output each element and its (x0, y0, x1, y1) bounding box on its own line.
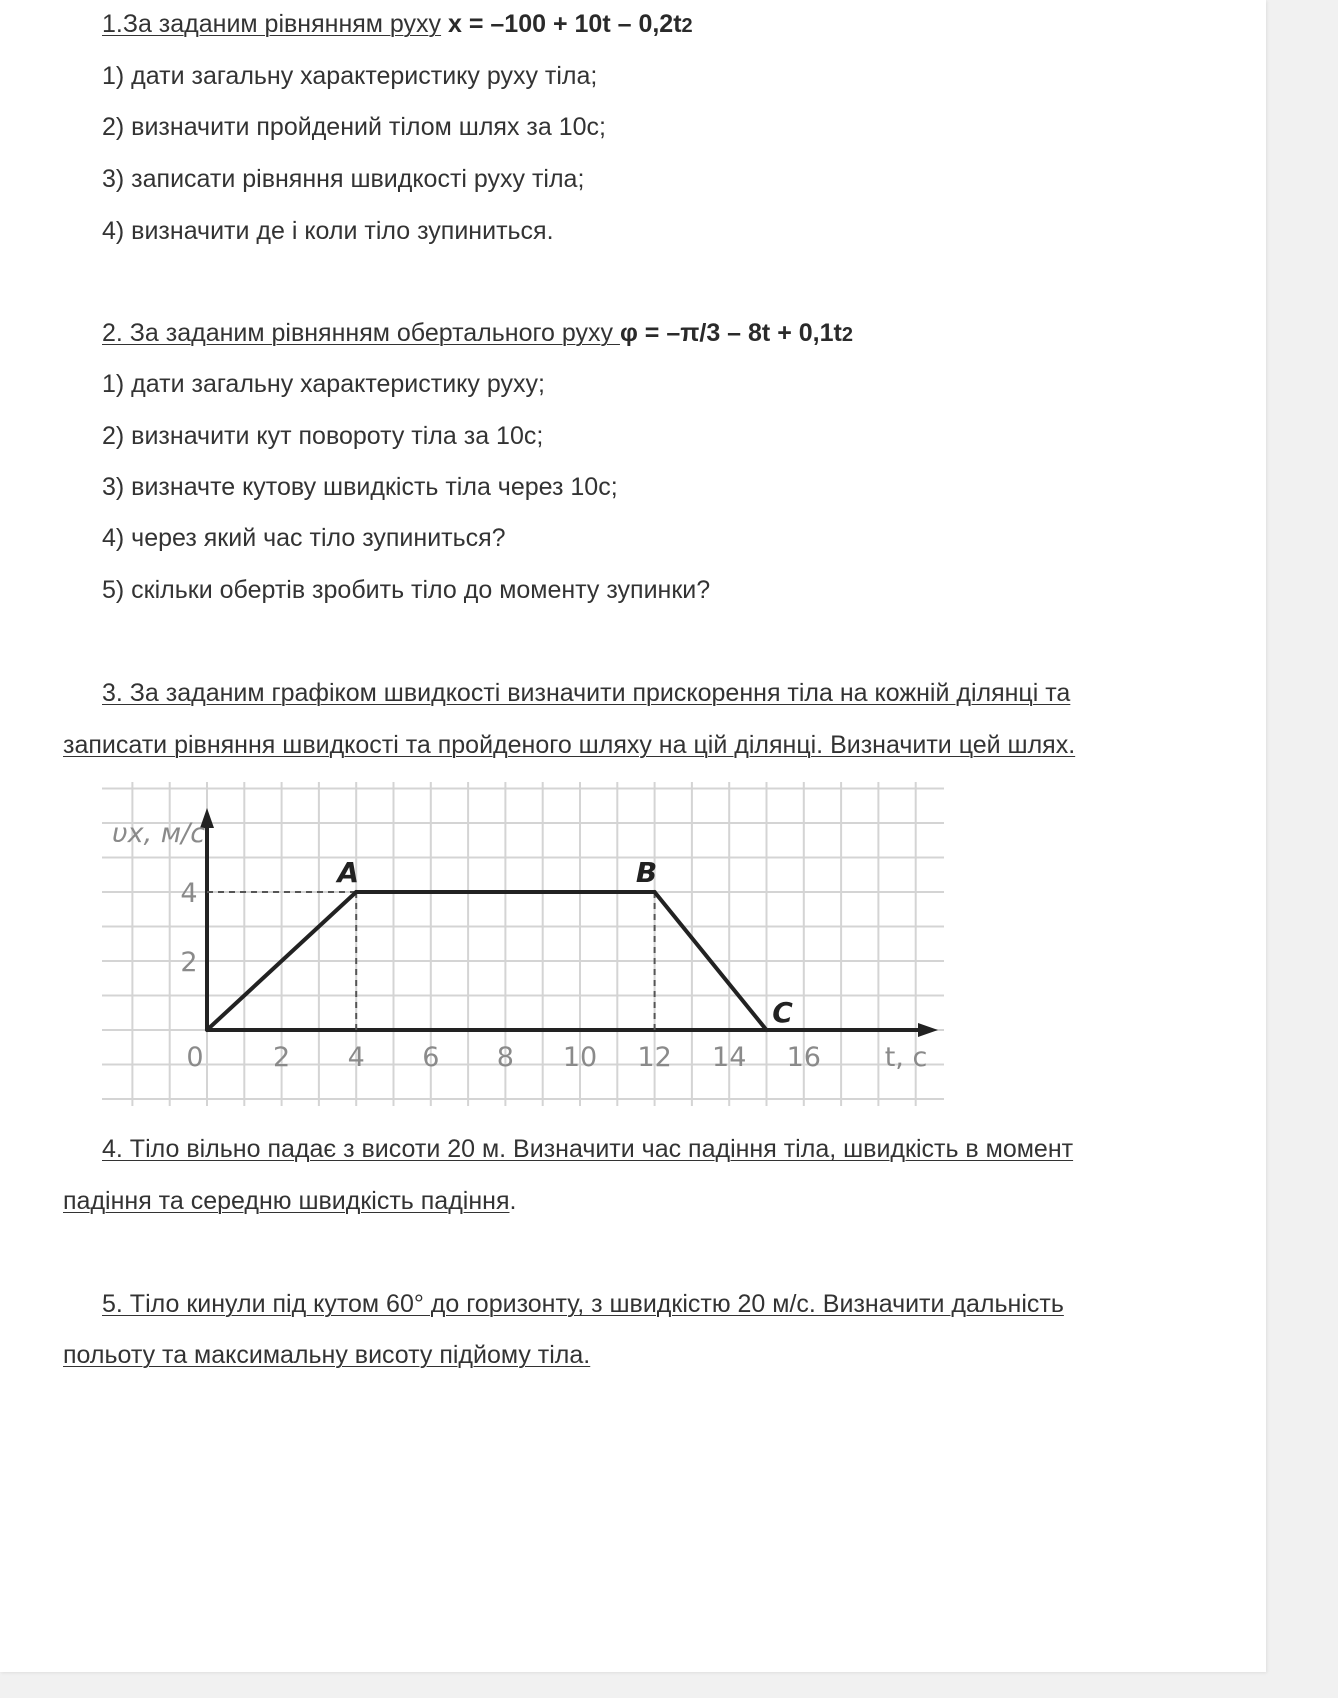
problem-2-heading (102, 318, 853, 350)
problem-5-line-2: польоту та максимальну висоту підйому тіла. (63, 1341, 591, 1369)
x-tick-label: 14 (712, 1042, 747, 1073)
x-tick-label: 6 (422, 1042, 440, 1073)
problem-2-item: 2) визначити кут повороту тіла за 10с; (102, 422, 544, 450)
problem-1-exponent: 2 (681, 15, 693, 37)
x-tick-label: 16 (786, 1042, 821, 1073)
problem-1-item: 3) записати рівняння швидкості руху тіла; (102, 165, 585, 193)
x-tick-label: 2 (273, 1042, 291, 1073)
problem-2-item: 4) через який час тіло зупиниться? (102, 524, 506, 552)
x-tick-label: 10 (562, 1042, 598, 1073)
problem-1-item: 1) дати загальну характеристику руху тіла; (102, 62, 598, 90)
x-axis-arrow (918, 1023, 938, 1037)
problem-2-exponent: 2 (841, 324, 853, 346)
problem-3-line-1: 3. За заданим графіком швидкості визначити прискорення тіла на кожній ділянці та (102, 679, 1071, 707)
y-tick-label: 4 (180, 878, 198, 909)
problem-2-item: 5) скільки обертів зробить тіло до моменту зупинки? (102, 576, 711, 604)
problem-1-item: 2) визначити пройдений тілом шлях за 10с; (102, 113, 606, 141)
problem-1-heading (102, 9, 693, 41)
problem-2-equation: φ = –π/3 – 8t + 0,1t (619, 319, 842, 347)
problem-5-line-1: 5. Тіло кинули під кутом 60° до горизонту, з швидкістю 20 м/с. Визначити дальність (102, 1290, 1064, 1318)
problem-4-line-2 (63, 1186, 516, 1216)
graph-marks (207, 856, 793, 1030)
y-tick-label: 2 (180, 947, 198, 978)
problem-1-title: 1.За заданим рівнянням руху (102, 10, 442, 38)
y-axis-label: υx, м/с (112, 818, 206, 849)
x-tick-label: 8 (496, 1042, 514, 1073)
problem-4-line-1: 4. Тіло вільно падає з висоти 20 м. Визначити час падіння тіла, швидкість в момент (102, 1135, 1074, 1163)
velocity-time-graph (102, 782, 944, 1106)
problem-4-period: . (509, 1187, 517, 1215)
problem-2-item: 1) дати загальну характеристику руху; (102, 370, 545, 398)
point-label-a: A (337, 856, 360, 889)
x-tick-label: 4 (347, 1042, 365, 1073)
point-label-b: B (635, 856, 658, 889)
x-tick-label: 0 (186, 1042, 204, 1073)
problem-1-item: 4) визначити де і коли тіло зупиниться. (102, 217, 554, 245)
x-tick-label: 12 (637, 1042, 672, 1073)
point-label-c: C (772, 996, 793, 1029)
problem-4-line-2-text: падіння та середню швидкість падіння (63, 1187, 510, 1215)
problem-1-equation: x = –100 + 10t – 0,2t (441, 10, 682, 38)
problem-2-item: 3) визначте кутову швидкість тіла через 10с; (102, 473, 618, 501)
problem-3-line-2: записати рівняння швидкості та пройденого шляху на цій ділянці. Визначити цей шлях. (63, 731, 1076, 759)
graph-axes (112, 808, 938, 1073)
x-axis-label: t, c (884, 1042, 928, 1073)
problem-2-title: 2. За заданим рівнянням обертального руху (102, 319, 620, 347)
